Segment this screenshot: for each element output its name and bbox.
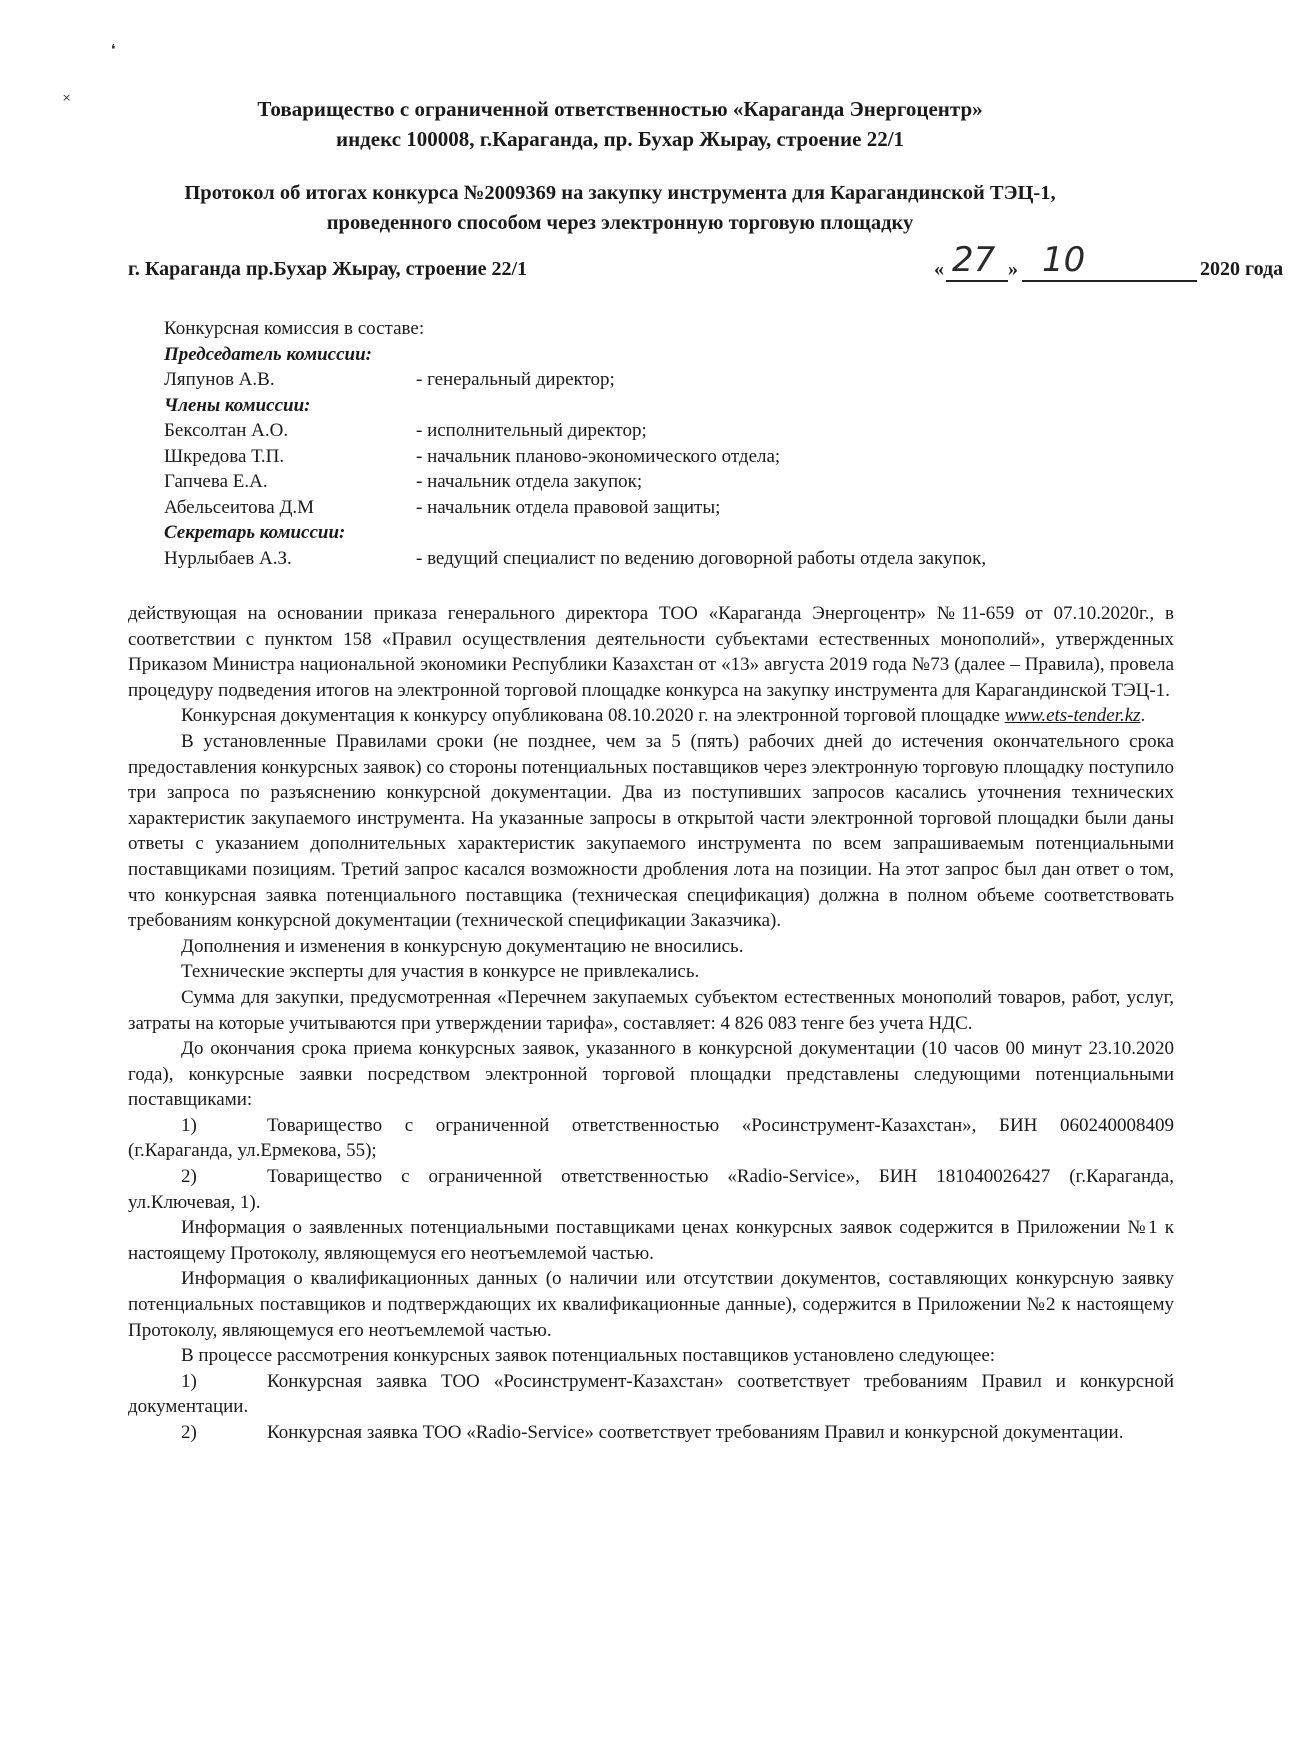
- member-name: Абельсеитова Д.М: [164, 496, 315, 518]
- protocol-title: [120, 178, 1120, 238]
- paragraph-prices-info: Информация о заявленных потенциальными поставщиками ценах конкурсных заявок содержится в Приложении №1 к настоящему Протоколу, являющемуся его неотъемлемой частью.: [128, 1217, 1174, 1264]
- organization-name: Товарищество с ограниченной ответственностью «Караганда Энергоцентр»: [257, 97, 983, 121]
- protocol-date: [934, 240, 1304, 288]
- commission-member-row: [164, 418, 1124, 444]
- date-month-handwritten: 10: [1042, 240, 1086, 280]
- commission-member-row: [164, 495, 1124, 521]
- supplier-item: [128, 1113, 1174, 1164]
- publication-text: Конкурсная документация к конкурсу опубликована 08.10.2020 г. на электронной торговой площадке: [181, 705, 1000, 727]
- finding-item: [128, 1420, 1174, 1446]
- commission-member-row: [164, 469, 1124, 495]
- item-number: 2): [181, 1166, 197, 1188]
- commission-member-row: [164, 444, 1124, 470]
- paragraph-clarification-requests: В установленные Правилами сроки (не позднее, чем за 5 (пять) рабочих дней до истечения окончательного срока предоставления конкурсных заявок) со стороны потенциальных поставщиков через электронную торговую площадку поступило три запроса по разъяснению конкурсной документации. Два из поступивших запросов касались уточнения технических характеристик закупаемого инструмента. На указанные запросы в открытой части электронной торговой площадки были даны ответы с указанием дополнительных характеристик закупаемого инструмента по всем запрашиваемым потенциальными поставщиками позициям. Третий запрос касался возможности дробления лота на позиции. На этот запрос был дан ответ о том, что конкурсная заявка потенциального поставщика (техническая спецификация) должна в полном объеме соответствовать требованиям конкурсной документации (технической спецификации Заказчика).: [128, 730, 1174, 932]
- date-year: 2020 года: [1200, 258, 1284, 280]
- member-position: - начальник планово-экономического отдела;: [416, 445, 781, 467]
- date-close-quote: »: [1008, 258, 1018, 280]
- supplier-text: Товарищество с ограниченной ответственностью «Росинструмент-Казахстан», БИН 060240008409 (г.Караганда, ул.Ермекова, 55);: [128, 1114, 1174, 1162]
- paragraph-publication: [128, 703, 1174, 729]
- secretary-heading: Секретарь комиссии:: [164, 522, 346, 543]
- publication-period: .: [1140, 705, 1146, 727]
- item-number: 2): [181, 1422, 197, 1443]
- finding-text: Конкурсная заявка ТОО «Radio-Service» соответствует требованиям Правил и конкурсной документации.: [267, 1422, 1124, 1443]
- finding-item: [128, 1369, 1174, 1420]
- date-day-handwritten: 27: [952, 240, 996, 280]
- member-position: - ведущий специалист по ведению договорной работы отдела закупок,: [416, 547, 987, 569]
- paragraph-basis: действующая на основании приказа генерального директора ТОО «Караганда Энергоцентр» №11-659 от 07.10.2020г., в соответствии с пунктом 158 «Правил осуществления деятельности субъектами естественных монополий», утвержденных Приказом Министра национальной экономики Республики Казахстан от «13» августа 2019 года №73 (далее – Правила), провела процедуру подведения итогов на электронной торговой площадке конкурса на закупку инструмента для Карагандинской ТЭЦ-1.: [128, 603, 1174, 701]
- protocol-body: [128, 601, 1174, 1446]
- paragraph-review-intro: В процессе рассмотрения конкурсных заявок потенциальных поставщиков установлено следующее:: [181, 1345, 996, 1367]
- date-open-quote: «: [934, 258, 944, 280]
- paragraph-procurement-amount: Сумма для закупки, предусмотренная «Перечнем закупаемых субъектом естественных монополий товаров, работ, услуг, затраты на которые учитываются при утверждении тарифа», составляет: 4 826 083 тенге без учета НДС.: [128, 986, 1174, 1034]
- place: г. Караганда пр.Бухар Жырау, строение 22/1: [128, 258, 528, 280]
- item-number: 1): [181, 1370, 197, 1392]
- finding-text: Конкурсная заявка ТОО «Росинструмент-Казахстан» соответствует требованиям Правил и конкурсной документации.: [128, 1370, 1174, 1418]
- chair-heading: Председатель комиссии:: [164, 343, 372, 365]
- item-number: 1): [181, 1114, 197, 1136]
- paragraph-qualification-info: Информация о квалификационных данных (о наличии или отсутствии документов, составляющих конкурсную заявку потенциальных поставщиков и подтверждающих их квалификационные данные), содержится в Приложении №2 к настоящему Протоколу, являющемуся его неотъемлемой частью.: [128, 1268, 1174, 1341]
- paragraph-bid-deadline: До окончания срока приема конкурсных заявок, указанного в конкурсной документации (10 часов 00 минут 23.10.2020 года), конкурсные заявки посредством электронной торговой площадки представлены следующими потенциальными поставщиками:: [128, 1038, 1174, 1111]
- protocol-title-line-2: проведенного способом через электронную торговую площадку: [326, 212, 914, 234]
- commission-member-row: [164, 367, 1124, 393]
- member-position: - начальник отдела правовой защиты;: [416, 496, 721, 518]
- tender-site-link[interactable]: www.ets-tender.kz: [1004, 705, 1141, 727]
- organization-header: [120, 94, 1120, 154]
- scan-speck-mark: ❛: [111, 42, 116, 58]
- member-name: Ляпунов А.В.: [164, 369, 275, 390]
- paragraph-no-experts: Технические эксперты для участия в конкурсе не привлекались.: [181, 961, 700, 983]
- commission-member-row: [164, 546, 1124, 572]
- place-and-date: [128, 240, 1284, 292]
- date-day-underline: [946, 280, 1008, 282]
- protocol-title-line-1: Протокол об итогах конкурса №2009369 на закупку инструмента для Карагандинской ТЭЦ-1,: [184, 182, 1056, 204]
- scan-speck-mark: ×: [62, 91, 72, 104]
- member-name: Нурлыбаев А.З.: [164, 547, 292, 569]
- commission-intro: Конкурсная комиссия в составе:: [164, 318, 425, 339]
- members-heading: Члены комиссии:: [164, 394, 311, 416]
- paragraph-no-changes: Дополнения и изменения в конкурсную документацию не вносились.: [181, 935, 744, 957]
- member-name: Бексолтан А.О.: [164, 420, 289, 441]
- supplier-text: Товарищество с ограниченной ответственностью «Radio-Service», БИН 181040026427 (г.Караганда, ул.Ключевая, 1).: [128, 1166, 1174, 1213]
- organization-address: индекс 100008, г.Караганда, пр. Бухар Жырау, строение 22/1: [335, 127, 905, 151]
- member-position: - генеральный директор;: [416, 369, 615, 390]
- member-name: Гапчева Е.А.: [164, 471, 268, 492]
- date-month-underline: [1022, 280, 1197, 282]
- commission-list: [164, 316, 1124, 571]
- member-name: Шкредова Т.П.: [164, 445, 285, 467]
- supplier-item: [128, 1164, 1174, 1215]
- member-position: - начальник отдела закупок;: [416, 471, 643, 492]
- member-position: - исполнительный директор;: [416, 420, 647, 441]
